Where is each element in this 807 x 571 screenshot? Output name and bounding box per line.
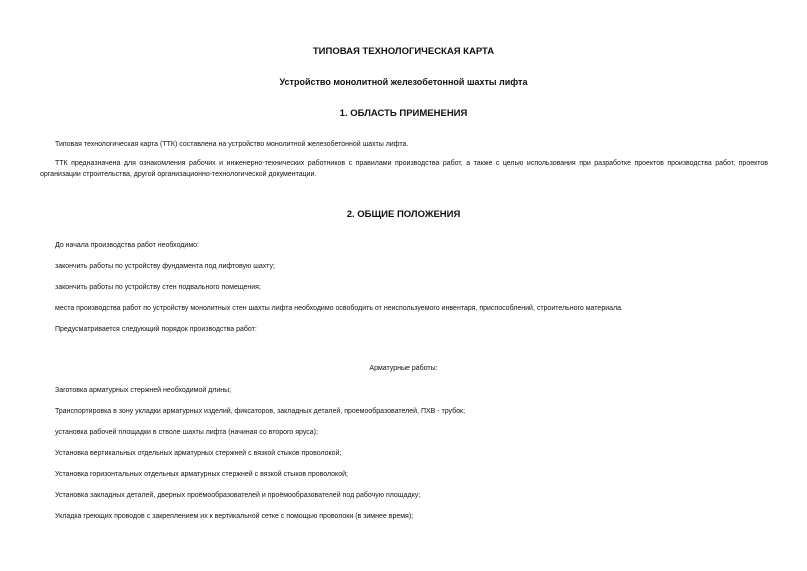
work-order-intro: Предусматривается следующий порядок производства работ: bbox=[55, 326, 257, 333]
prerequisite-item: места производства работ по устройству монолитных стен шахты лифта необходимо освободить от неиспользуемого инвентаря, приспособлений, строительного материала. bbox=[55, 305, 623, 312]
rebar-item: Установка вертикальных отдельных арматурных стержней с вязкой стыков проволокой; bbox=[55, 450, 342, 457]
section-1-paragraph-2: ТТК предназначена для ознакомления рабочих и инженерно-технических работников с правилами производства работ, а также с целью использования при разработке проектов производства работ, проектов организации строительства, другой организационно-технологической документации. bbox=[40, 160, 768, 178]
rebar-item: Укладка греющих проводов с закреплением их к вертикальной сетке с помощью проволоки (в зимнее время); bbox=[55, 513, 414, 520]
rebar-item: установка рабочей площадки в стволе шахты лифта (начиная со второго яруса); bbox=[55, 429, 318, 436]
prerequisite-item: закончить работы по устройству фундамента под лифтовую шахту; bbox=[55, 263, 275, 270]
section-1-heading: 1. ОБЛАСТЬ ПРИМЕНЕНИЯ bbox=[339, 108, 468, 119]
rebar-works-heading: Арматурные работы: bbox=[369, 365, 438, 372]
section-1-paragraph-1: Типовая технологическая карта (ТТК) составлена на устройство монолитной железобетонной шахты лифта. bbox=[55, 141, 409, 148]
document-title: ТИПОВАЯ ТЕХНОЛОГИЧЕСКАЯ КАРТА bbox=[312, 46, 495, 57]
prerequisite-item: закончить работы по устройству стен подвального помещения; bbox=[55, 284, 261, 291]
rebar-item: Установка закладных деталей, дверных проёмообразователей и проёмообразователей под рабочую площадку; bbox=[55, 492, 421, 499]
document-subtitle: Устройство монолитной железобетонной шахты лифта bbox=[279, 77, 528, 87]
section-2-heading: 2. ОБЩИЕ ПОЛОЖЕНИЯ bbox=[346, 209, 461, 220]
rebar-item: Установка горизонтальных отдельных арматурных стержней с вязкой стыков проволокой; bbox=[55, 471, 348, 478]
rebar-item: Транспортировка в зону укладки арматурных изделий, фиксаторов, закладных деталей, проемообразователей, ПХВ - трубок; bbox=[55, 408, 466, 415]
rebar-item: Заготовка арматурных стержней необходимой длины; bbox=[55, 387, 232, 394]
section-2-intro: До начала производства работ необходимо: bbox=[55, 242, 199, 249]
